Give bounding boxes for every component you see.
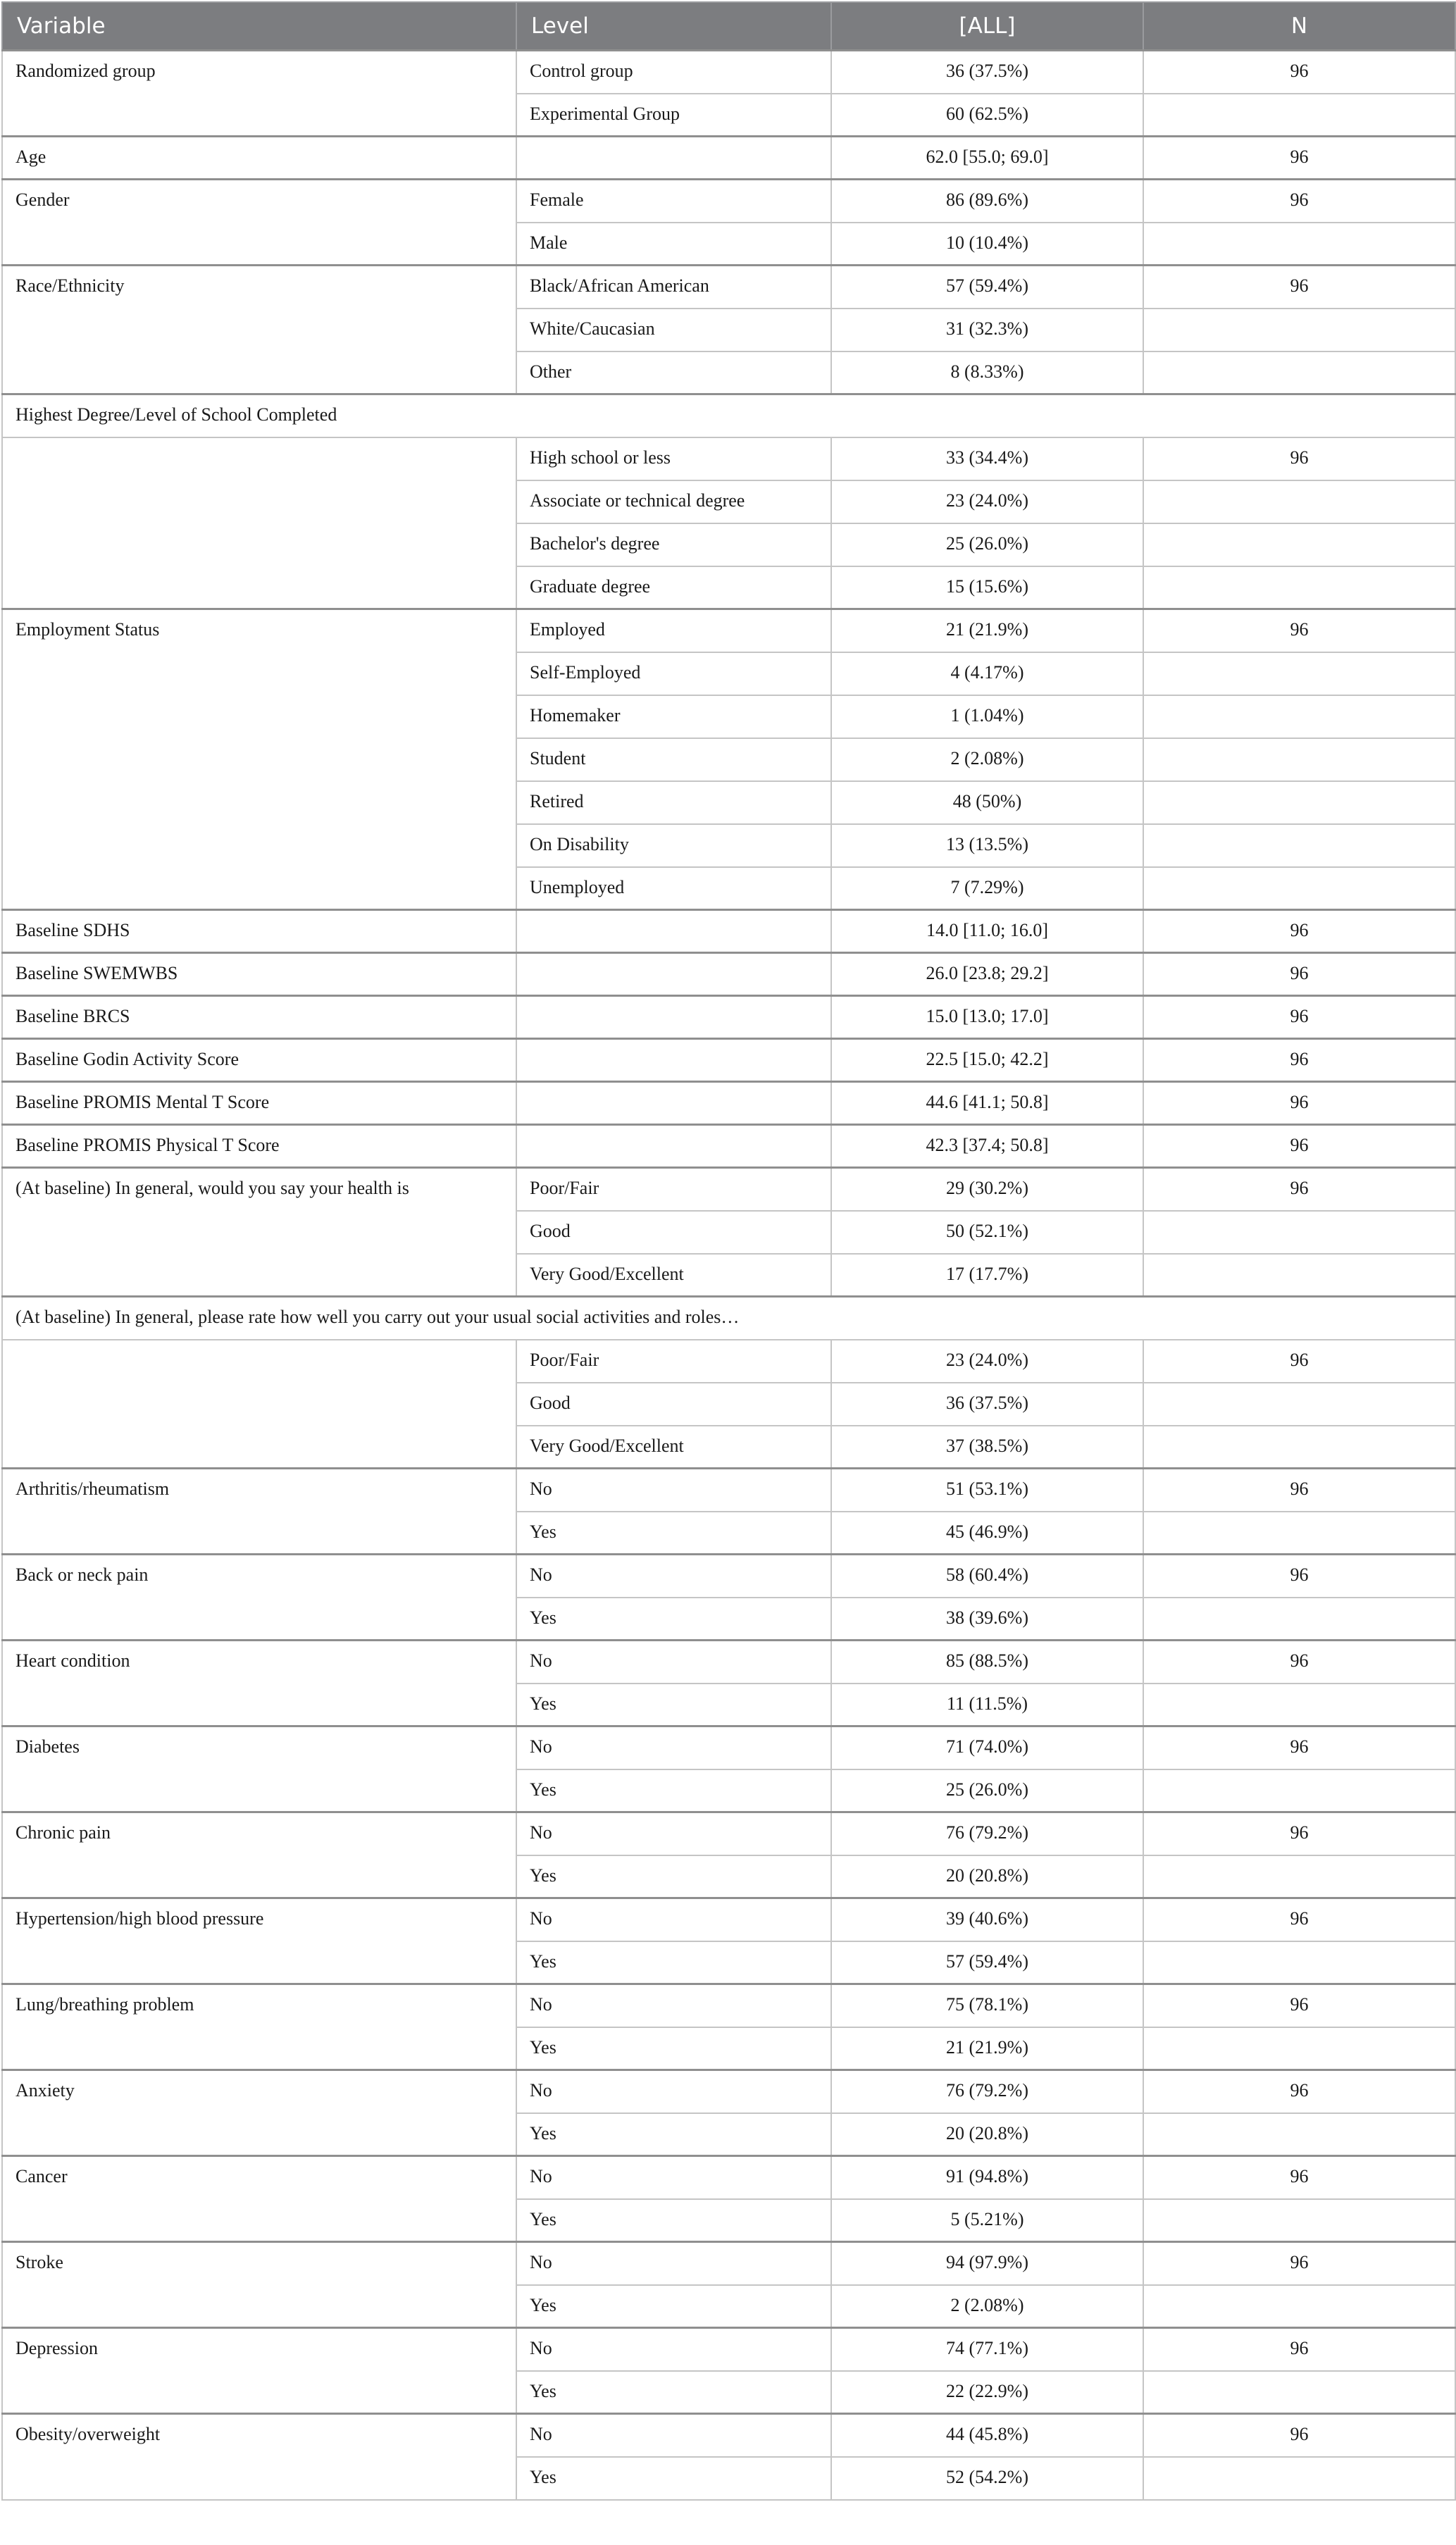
all-cell: 71 (74.0%) xyxy=(831,1726,1143,1769)
n-cell xyxy=(1143,1684,1455,1726)
level-cell: No xyxy=(516,1898,831,1941)
table-row xyxy=(2,1039,1455,1082)
table-row-group-label xyxy=(2,1297,1455,1340)
level-cell: Bachelor's degree xyxy=(516,523,831,566)
all-cell: 8 (8.33%) xyxy=(831,351,1143,394)
all-cell: 36 (37.5%) xyxy=(831,51,1143,94)
n-cell xyxy=(1143,781,1455,824)
variable-cell: Employment Status xyxy=(2,609,516,910)
table-row xyxy=(2,1641,1455,1684)
n-cell: 96 xyxy=(1143,1340,1455,1383)
table-row xyxy=(2,1125,1455,1168)
level-cell: No xyxy=(516,1469,831,1512)
n-cell: 96 xyxy=(1143,609,1455,652)
level-cell: Graduate degree xyxy=(516,566,831,609)
level-cell: No xyxy=(516,1812,831,1855)
n-cell xyxy=(1143,867,1455,910)
all-cell: 74 (77.1%) xyxy=(831,2328,1143,2371)
n-cell xyxy=(1143,824,1455,867)
n-cell: 96 xyxy=(1143,180,1455,223)
level-cell: Very Good/Excellent xyxy=(516,1254,831,1297)
all-cell: 50 (52.1%) xyxy=(831,1211,1143,1254)
n-cell: 96 xyxy=(1143,1039,1455,1082)
level-cell: Yes xyxy=(516,2113,831,2156)
table-body xyxy=(2,51,1455,2500)
level-cell xyxy=(516,910,831,953)
all-cell: 51 (53.1%) xyxy=(831,1469,1143,1512)
all-cell: 86 (89.6%) xyxy=(831,180,1143,223)
level-cell: No xyxy=(516,1984,831,2027)
all-cell: 4 (4.17%) xyxy=(831,652,1143,695)
n-cell xyxy=(1143,1598,1455,1641)
all-cell: 17 (17.7%) xyxy=(831,1254,1143,1297)
all-cell: 76 (79.2%) xyxy=(831,1812,1143,1855)
all-cell: 2 (2.08%) xyxy=(831,738,1143,781)
n-cell: 96 xyxy=(1143,2414,1455,2457)
n-cell: 96 xyxy=(1143,2156,1455,2199)
all-cell: 60 (62.5%) xyxy=(831,94,1143,137)
variable-cell-empty xyxy=(2,437,516,609)
all-cell: 21 (21.9%) xyxy=(831,609,1143,652)
level-cell: No xyxy=(516,2242,831,2285)
level-cell: Yes xyxy=(516,2457,831,2500)
level-cell: No xyxy=(516,2156,831,2199)
variable-cell: Chronic pain xyxy=(2,1812,516,1898)
variable-cell: Anxiety xyxy=(2,2070,516,2156)
level-cell: Male xyxy=(516,223,831,266)
variable-cell: Gender xyxy=(2,180,516,266)
level-cell: White/Caucasian xyxy=(516,309,831,351)
variable-cell: Obesity/overweight xyxy=(2,2414,516,2500)
table-row xyxy=(2,437,1455,480)
all-cell: 45 (46.9%) xyxy=(831,1512,1143,1555)
level-cell: Yes xyxy=(516,2199,831,2242)
all-cell: 62.0 [55.0; 69.0] xyxy=(831,137,1143,180)
all-cell: 33 (34.4%) xyxy=(831,437,1143,480)
all-cell: 85 (88.5%) xyxy=(831,1641,1143,1684)
n-cell xyxy=(1143,94,1455,137)
all-cell: 29 (30.2%) xyxy=(831,1168,1143,1211)
n-cell: 96 xyxy=(1143,1812,1455,1855)
n-cell: 96 xyxy=(1143,1726,1455,1769)
table-row xyxy=(2,1898,1455,1941)
variable-cell: Randomized group xyxy=(2,51,516,137)
level-cell: Student xyxy=(516,738,831,781)
all-cell: 23 (24.0%) xyxy=(831,480,1143,523)
variable-cell: Diabetes xyxy=(2,1726,516,1812)
level-cell: No xyxy=(516,1641,831,1684)
n-cell: 96 xyxy=(1143,953,1455,996)
table-row xyxy=(2,1340,1455,1383)
all-cell: 23 (24.0%) xyxy=(831,1340,1143,1383)
all-cell: 25 (26.0%) xyxy=(831,1769,1143,1812)
all-cell: 26.0 [23.8; 29.2] xyxy=(831,953,1143,996)
variable-cell: Baseline SWEMWBS xyxy=(2,953,516,996)
n-cell xyxy=(1143,1512,1455,1555)
all-cell: 38 (39.6%) xyxy=(831,1598,1143,1641)
all-cell: 15 (15.6%) xyxy=(831,566,1143,609)
all-cell: 14.0 [11.0; 16.0] xyxy=(831,910,1143,953)
all-cell: 44 (45.8%) xyxy=(831,2414,1143,2457)
all-cell: 20 (20.8%) xyxy=(831,1855,1143,1898)
level-cell: Unemployed xyxy=(516,867,831,910)
level-cell: Yes xyxy=(516,1598,831,1641)
variable-cell: Baseline BRCS xyxy=(2,996,516,1039)
all-cell: 20 (20.8%) xyxy=(831,2113,1143,2156)
variable-cell: Back or neck pain xyxy=(2,1555,516,1641)
all-cell: 44.6 [41.1; 50.8] xyxy=(831,1082,1143,1125)
variable-cell: Age xyxy=(2,137,516,180)
variable-cell-empty xyxy=(2,1340,516,1469)
header-level: Level xyxy=(516,2,831,51)
level-cell: No xyxy=(516,2414,831,2457)
level-cell: Retired xyxy=(516,781,831,824)
table-row xyxy=(2,266,1455,309)
n-cell xyxy=(1143,1855,1455,1898)
level-cell: High school or less xyxy=(516,437,831,480)
all-cell: 52 (54.2%) xyxy=(831,2457,1143,2500)
level-cell: Yes xyxy=(516,2027,831,2070)
level-cell: Yes xyxy=(516,1684,831,1726)
table-row xyxy=(2,137,1455,180)
all-cell: 22.5 [15.0; 42.2] xyxy=(831,1039,1143,1082)
table-row xyxy=(2,1555,1455,1598)
n-cell: 96 xyxy=(1143,137,1455,180)
all-cell: 10 (10.4%) xyxy=(831,223,1143,266)
level-cell: Female xyxy=(516,180,831,223)
table-row xyxy=(2,1168,1455,1211)
table-row xyxy=(2,1812,1455,1855)
all-cell: 22 (22.9%) xyxy=(831,2371,1143,2414)
n-cell xyxy=(1143,1254,1455,1297)
variable-cell: Stroke xyxy=(2,2242,516,2328)
n-cell xyxy=(1143,695,1455,738)
n-cell: 96 xyxy=(1143,1168,1455,1211)
n-cell: 96 xyxy=(1143,1469,1455,1512)
level-cell xyxy=(516,1082,831,1125)
n-cell: 96 xyxy=(1143,996,1455,1039)
table-row xyxy=(2,2328,1455,2371)
n-cell: 96 xyxy=(1143,266,1455,309)
level-cell: Yes xyxy=(516,2371,831,2414)
table-row xyxy=(2,996,1455,1039)
n-cell xyxy=(1143,1769,1455,1812)
level-cell: Experimental Group xyxy=(516,94,831,137)
n-cell xyxy=(1143,351,1455,394)
variable-cell: (At baseline) In general, would you say your health is xyxy=(2,1168,516,1297)
n-cell: 96 xyxy=(1143,1082,1455,1125)
n-cell xyxy=(1143,1383,1455,1426)
variable-cell: Hypertension/high blood pressure xyxy=(2,1898,516,1984)
n-cell xyxy=(1143,1426,1455,1469)
table-row xyxy=(2,2070,1455,2113)
header-n: N xyxy=(1143,2,1455,51)
all-cell: 7 (7.29%) xyxy=(831,867,1143,910)
summary-table xyxy=(1,1,1456,2501)
level-cell: No xyxy=(516,1726,831,1769)
variable-cell: Lung/breathing problem xyxy=(2,1984,516,2070)
level-cell: Good xyxy=(516,1211,831,1254)
all-cell: 21 (21.9%) xyxy=(831,2027,1143,2070)
level-cell xyxy=(516,1125,831,1168)
table-row xyxy=(2,180,1455,223)
table-row xyxy=(2,910,1455,953)
all-cell: 36 (37.5%) xyxy=(831,1383,1143,1426)
level-cell xyxy=(516,996,831,1039)
n-cell xyxy=(1143,2285,1455,2328)
variable-cell: Baseline Godin Activity Score xyxy=(2,1039,516,1082)
level-cell: Poor/Fair xyxy=(516,1340,831,1383)
variable-cell: Cancer xyxy=(2,2156,516,2242)
all-cell: 42.3 [37.4; 50.8] xyxy=(831,1125,1143,1168)
level-cell: Poor/Fair xyxy=(516,1168,831,1211)
level-cell: Associate or technical degree xyxy=(516,480,831,523)
level-cell: Yes xyxy=(516,1855,831,1898)
level-cell: No xyxy=(516,2328,831,2371)
n-cell xyxy=(1143,523,1455,566)
n-cell: 96 xyxy=(1143,910,1455,953)
variable-cell: Highest Degree/Level of School Completed xyxy=(2,394,1455,437)
level-cell: Yes xyxy=(516,1769,831,1812)
n-cell: 96 xyxy=(1143,2070,1455,2113)
header-row xyxy=(2,2,1455,51)
level-cell: No xyxy=(516,2070,831,2113)
table-header xyxy=(2,2,1455,51)
level-cell xyxy=(516,953,831,996)
all-cell: 57 (59.4%) xyxy=(831,1941,1143,1984)
n-cell: 96 xyxy=(1143,2328,1455,2371)
n-cell xyxy=(1143,2457,1455,2500)
level-cell: Homemaker xyxy=(516,695,831,738)
level-cell: Self-Employed xyxy=(516,652,831,695)
variable-cell: Heart condition xyxy=(2,1641,516,1726)
all-cell: 25 (26.0%) xyxy=(831,523,1143,566)
n-cell: 96 xyxy=(1143,1641,1455,1684)
n-cell: 96 xyxy=(1143,2242,1455,2285)
variable-cell: Arthritis/rheumatism xyxy=(2,1469,516,1555)
table-container xyxy=(1,1,1455,2501)
n-cell: 96 xyxy=(1143,1984,1455,2027)
n-cell xyxy=(1143,2113,1455,2156)
table-row xyxy=(2,1726,1455,1769)
table-row xyxy=(2,2414,1455,2457)
table-row xyxy=(2,953,1455,996)
n-cell xyxy=(1143,652,1455,695)
all-cell: 2 (2.08%) xyxy=(831,2285,1143,2328)
variable-cell: Race/Ethnicity xyxy=(2,266,516,394)
level-cell: Control group xyxy=(516,51,831,94)
level-cell: Yes xyxy=(516,2285,831,2328)
n-cell xyxy=(1143,2371,1455,2414)
n-cell xyxy=(1143,1211,1455,1254)
n-cell: 96 xyxy=(1143,437,1455,480)
n-cell xyxy=(1143,738,1455,781)
all-cell: 39 (40.6%) xyxy=(831,1898,1143,1941)
level-cell: Yes xyxy=(516,1512,831,1555)
all-cell: 76 (79.2%) xyxy=(831,2070,1143,2113)
all-cell: 94 (97.9%) xyxy=(831,2242,1143,2285)
level-cell: No xyxy=(516,1555,831,1598)
variable-cell: Depression xyxy=(2,2328,516,2414)
variable-cell: (At baseline) In general, please rate how well you carry out your usual social activities and roles… xyxy=(2,1297,1455,1340)
table-row xyxy=(2,1082,1455,1125)
all-cell: 57 (59.4%) xyxy=(831,266,1143,309)
table-row xyxy=(2,1984,1455,2027)
n-cell xyxy=(1143,2027,1455,2070)
n-cell xyxy=(1143,223,1455,266)
all-cell: 1 (1.04%) xyxy=(831,695,1143,738)
level-cell: Good xyxy=(516,1383,831,1426)
n-cell: 96 xyxy=(1143,1555,1455,1598)
all-cell: 5 (5.21%) xyxy=(831,2199,1143,2242)
variable-cell: Baseline PROMIS Physical T Score xyxy=(2,1125,516,1168)
table-row xyxy=(2,51,1455,94)
all-cell: 48 (50%) xyxy=(831,781,1143,824)
level-cell: Employed xyxy=(516,609,831,652)
all-cell: 91 (94.8%) xyxy=(831,2156,1143,2199)
n-cell xyxy=(1143,1941,1455,1984)
table-row xyxy=(2,609,1455,652)
variable-cell: Baseline PROMIS Mental T Score xyxy=(2,1082,516,1125)
all-cell: 37 (38.5%) xyxy=(831,1426,1143,1469)
all-cell: 11 (11.5%) xyxy=(831,1684,1143,1726)
n-cell xyxy=(1143,566,1455,609)
level-cell: On Disability xyxy=(516,824,831,867)
level-cell: Black/African American xyxy=(516,266,831,309)
n-cell: 96 xyxy=(1143,1898,1455,1941)
all-cell: 31 (32.3%) xyxy=(831,309,1143,351)
table-row xyxy=(2,2156,1455,2199)
n-cell xyxy=(1143,480,1455,523)
n-cell xyxy=(1143,309,1455,351)
level-cell xyxy=(516,137,831,180)
table-row xyxy=(2,2242,1455,2285)
variable-cell: Baseline SDHS xyxy=(2,910,516,953)
all-cell: 13 (13.5%) xyxy=(831,824,1143,867)
all-cell: 15.0 [13.0; 17.0] xyxy=(831,996,1143,1039)
all-cell: 75 (78.1%) xyxy=(831,1984,1143,2027)
level-cell: Yes xyxy=(516,1941,831,1984)
level-cell: Very Good/Excellent xyxy=(516,1426,831,1469)
table-row-group-label xyxy=(2,394,1455,437)
n-cell: 96 xyxy=(1143,51,1455,94)
header-variable: Variable xyxy=(2,2,516,51)
table-row xyxy=(2,1469,1455,1512)
all-cell: 58 (60.4%) xyxy=(831,1555,1143,1598)
n-cell: 96 xyxy=(1143,1125,1455,1168)
level-cell xyxy=(516,1039,831,1082)
n-cell xyxy=(1143,2199,1455,2242)
header-all: [ALL] xyxy=(831,2,1143,51)
level-cell: Other xyxy=(516,351,831,394)
